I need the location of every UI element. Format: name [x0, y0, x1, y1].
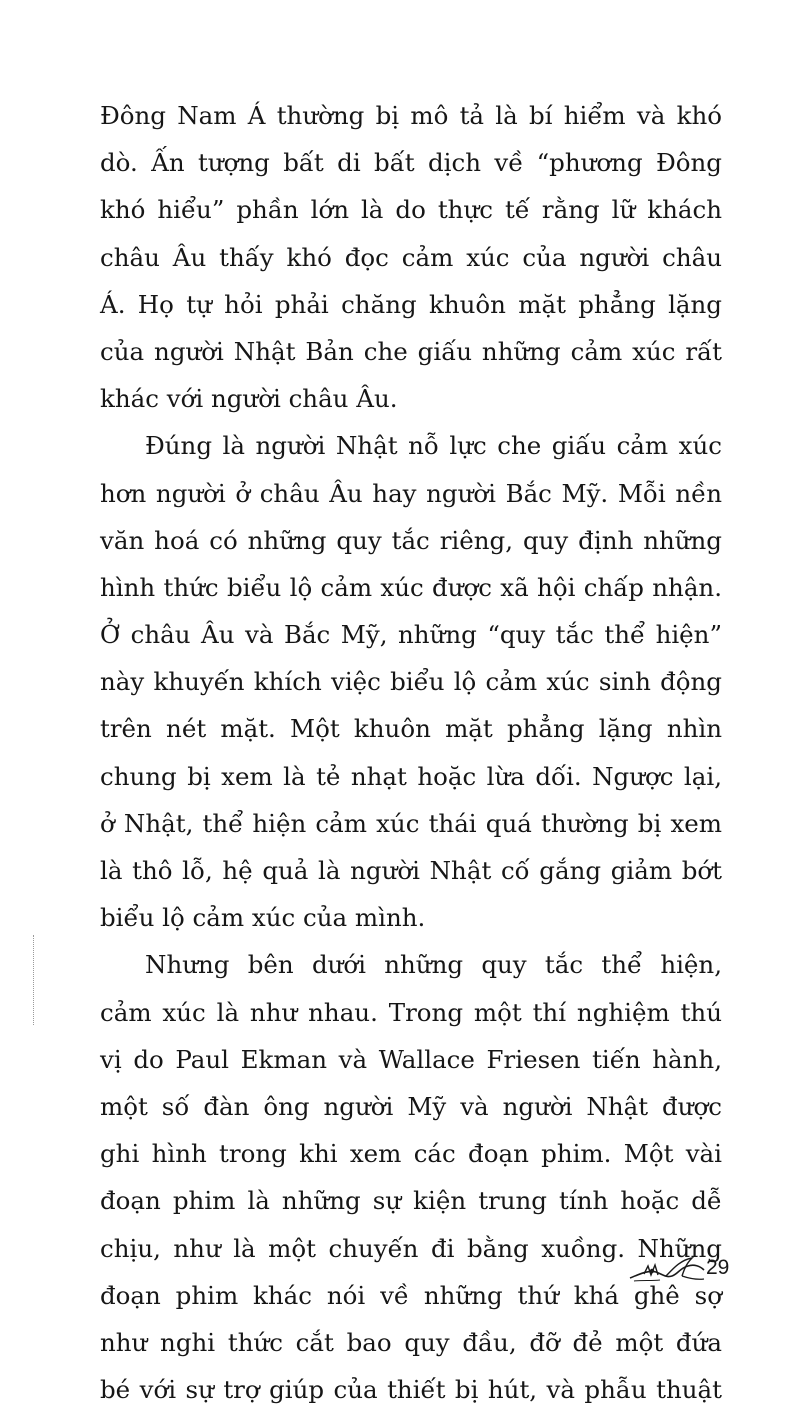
text-line: chịu, như là một chuyến đi bằng xuồng. Những — [100, 1233, 722, 1263]
text-line: đoạn phim khác nói về những thứ khá ghê sợ — [100, 1280, 722, 1310]
page-number: 29 — [706, 1256, 730, 1279]
text-line: dò. Ấn tượng bất di bất dịch về “phương Đông — [100, 148, 722, 178]
body-text — [100, 92, 722, 1413]
scan-margin-marks — [33, 935, 37, 1025]
paragraph-3 — [100, 941, 722, 1413]
text-line: Đúng là người Nhật nỗ lực che giấu cảm xúc — [145, 431, 722, 461]
hand-drawn-flourish-icon — [626, 1252, 706, 1286]
text-line: văn hoá có những quy tắc riêng, quy định những — [100, 525, 722, 555]
text-line: Ở châu Âu và Bắc Mỹ, những “quy tắc thể hiện” — [100, 620, 722, 650]
text-line: này khuyến khích việc biểu lộ cảm xúc sinh động — [100, 667, 722, 697]
text-line: ghi hình trong khi xem các đoạn phim. Một vài — [100, 1139, 722, 1169]
text-line: một số đàn ông người Mỹ và người Nhật được — [100, 1091, 722, 1121]
text-line: như nghi thức cắt bao quy đầu, đỡ đẻ một đứa — [100, 1327, 722, 1357]
text-line: cảm xúc là như nhau. Trong một thí nghiệm thú — [100, 997, 722, 1027]
paragraph-1 — [100, 92, 722, 422]
text-line: chung bị xem là tẻ nhạt hoặc lừa dối. Ngược lại, — [100, 761, 722, 791]
text-line: Á. Họ tự hỏi phải chăng khuôn mặt phẳng lặng — [100, 289, 722, 319]
text-line: hình thức biểu lộ cảm xúc được xã hội chấp nhận. — [100, 572, 722, 602]
text-line: Nhưng bên dưới những quy tắc thể hiện, — [145, 950, 722, 980]
page-footer — [626, 1250, 746, 1290]
text-line: châu Âu thấy khó đọc cảm xúc của người châu — [100, 242, 722, 272]
text-line: vị do Paul Ekman và Wallace Friesen tiến hành, — [100, 1044, 722, 1074]
text-line: đoạn phim là những sự kiện trung tính hoặc dễ — [100, 1186, 722, 1216]
text-line: biểu lộ cảm xúc của mình. — [100, 903, 426, 933]
text-line: ở Nhật, thể hiện cảm xúc thái quá thường bị xem — [100, 808, 722, 838]
text-line: khó hiểu” phần lớn là do thực tế rằng lữ khách — [100, 195, 722, 225]
text-line: của người Nhật Bản che giấu những cảm xúc rất — [100, 336, 722, 366]
text-line: bé với sự trợ giúp của thiết bị hút, và phẫu thuật — [100, 1375, 722, 1405]
text-line: hơn người ở châu Âu hay người Bắc Mỹ. Mỗi nền — [100, 478, 722, 508]
text-line: Đông Nam Á thường bị mô tả là bí hiểm và khó — [100, 101, 722, 130]
text-line: trên nét mặt. Một khuôn mặt phẳng lặng nhìn — [100, 714, 722, 744]
paragraph-2 — [100, 422, 722, 941]
text-line: là thô lỗ, hệ quả là người Nhật cố gắng giảm bớt — [100, 856, 722, 885]
text-line: khác với người châu Âu. — [100, 384, 398, 414]
